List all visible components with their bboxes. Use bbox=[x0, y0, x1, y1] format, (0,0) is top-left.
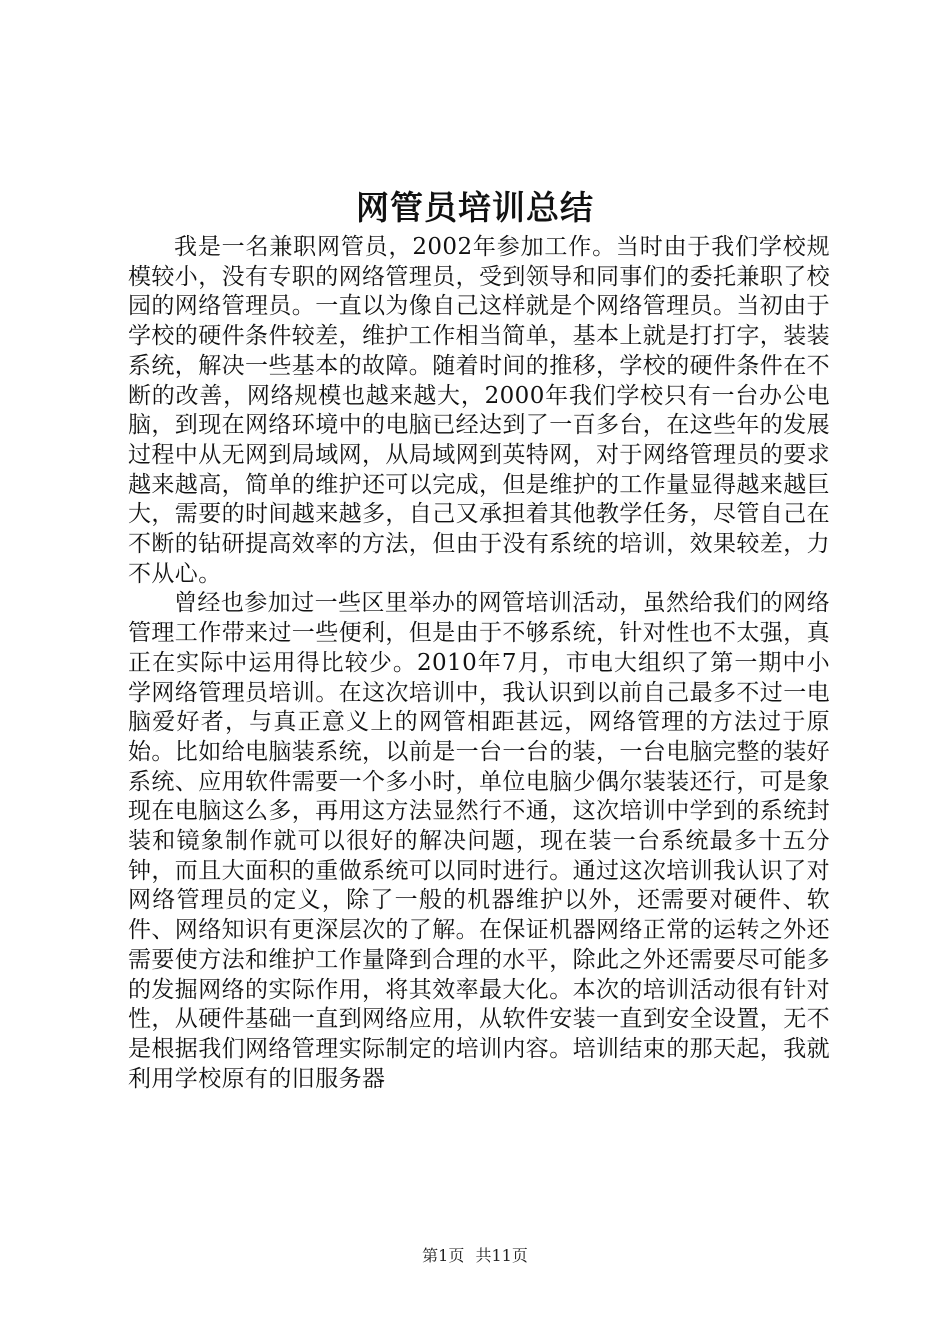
paragraph-1: 我是一名兼职网管员，2002年参加工作。当时由于我们学校规模较小，没有专职的网络管理员，受到领导和同事们的委托兼职了校园的网络管理员。一直以为像自己这样就是个网络管理员。当初由于学校的硬件条件较差，维护工作相当简单，基本上就是打打字，装装系统，解决一些基本的故障。随着时间的推移，学校的硬件条件在不断的改善，网络规模也越来越大，2000年我们学校只有一台办公电脑，到现在网络环境中的电脑已经达到了一百多台，在这些年的发展过程中从无网到局域网，从局域网到英特网，对于网络管理员的要求越来越高，简单的维护还可以完成，但是维护的工作量显得越来越巨大，需要的时间越来越多，自己又承担着其他教学任务，尽管自己在不断的钻研提高效率的方法，但由于没有系统的培训，效果较差，力不从心。 bbox=[128, 234, 830, 587]
document-body bbox=[128, 233, 830, 1094]
page-footer bbox=[0, 1244, 950, 1268]
page-number-current: 第1页 bbox=[422, 1246, 465, 1265]
document-title: 网管员培训总结 bbox=[356, 188, 594, 227]
page-number-total: 共11页 bbox=[475, 1246, 528, 1265]
paragraph-2: 曾经也参加过一些区里举办的网管培训活动，虽然给我们的网络管理工作带来过一些便利，但是由于不够系统，针对性也不太强，真正在实际中运用得比较少。2010年7月，市电大组织了第一期中小学网络管理员培训。在这次培训中，我认识到以前自己最多不过一电脑爱好者，与真正意义上的网管相距甚远，网络管理的方法过于原始。比如给电脑装系统，以前是一台一台的装，一台电脑完整的装好系统、应用软件需要一个多小时，单位电脑少偶尔装装还行，可是象现在电脑这么多，再用这方法显然行不通，这次培训中学到的系统封装和镜象制作就可以很好的解决问题，现在装一台系统最多十五分钟，而且大面积的重做系统可以同时进行。通过这次培训我认识了对网络管理员的定义，除了一般的机器维护以外，还需要对硬件、软件、网络知识有更深层次的了解。在保证机器网络正常的运转之外还需要使方法和维护工作量降到合理的水平，除此之外还需要尽可能多的发掘网络的实际作用，将其效率最大化。本次的培训活动很有针对性，从硬件基础一直到网络应用，从软件安装一直到安全设置，无不是根据我们网络管理实际制定的培训内容。培训结束的那天起，我就利用学校原有的旧服务器 bbox=[128, 590, 830, 1092]
